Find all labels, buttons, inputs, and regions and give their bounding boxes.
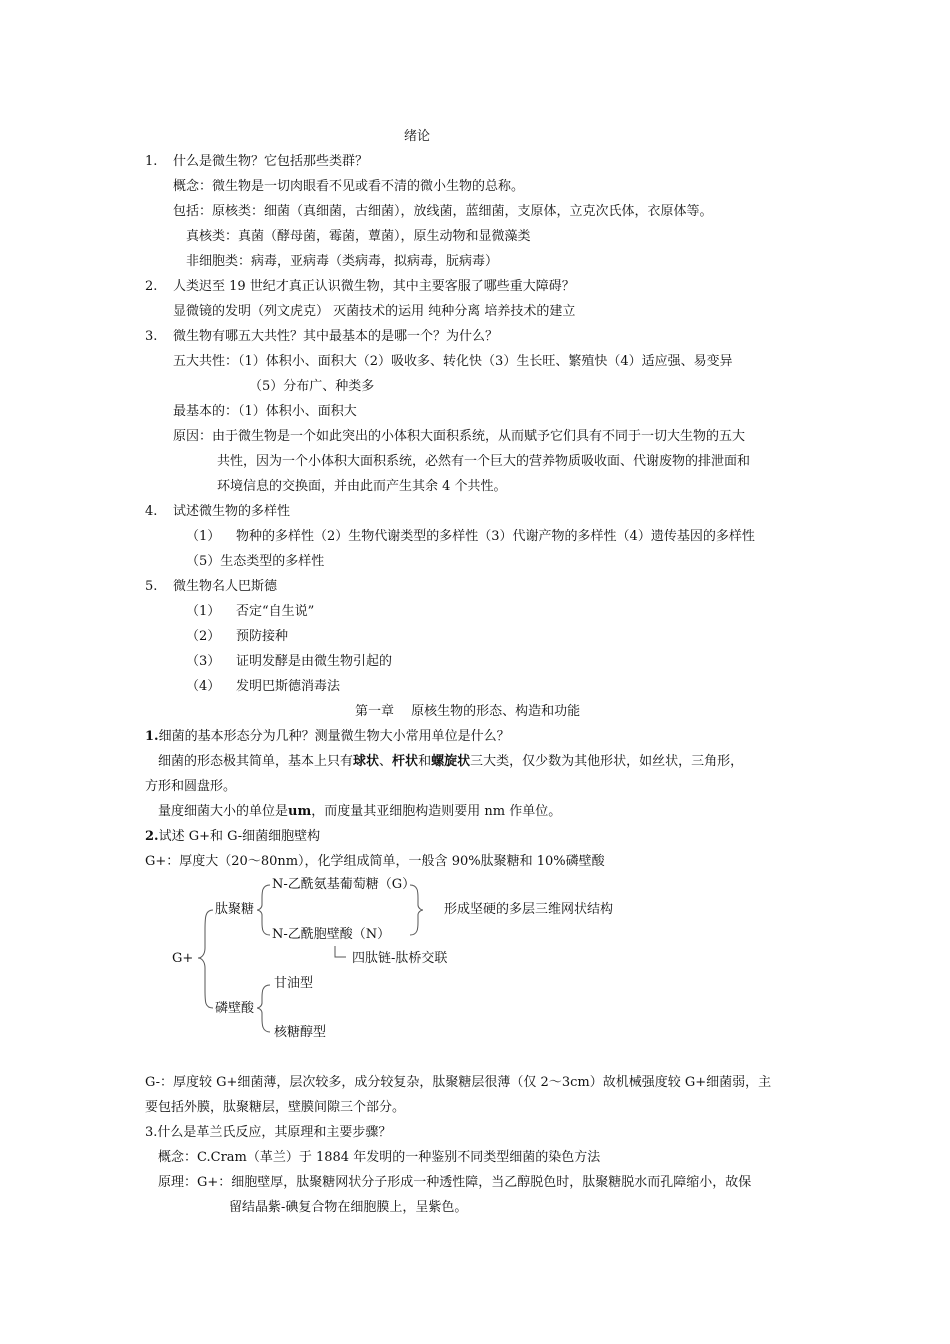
list-number: （1） xyxy=(186,529,221,544)
question-text: 试述 G+和 G-细菌细胞壁构 xyxy=(158,829,321,844)
diagram-node: N-乙酰胞壁酸（N） xyxy=(272,927,391,942)
shape-term: 球状 xyxy=(353,754,380,769)
root-brace xyxy=(198,910,213,1008)
list-item: 预防接种 xyxy=(236,629,289,644)
question-title: 3.什么是革兰氏反应，其原理和主要步骤？ xyxy=(145,1125,392,1140)
question-number: 3. xyxy=(145,329,158,344)
question-number: 2. xyxy=(145,279,158,294)
diagram-node: 肽聚糖 xyxy=(215,902,255,917)
question-number: 1. xyxy=(145,154,158,169)
answer-line: 环境信息的交换面，并由此而产生其余 4 个共性。 xyxy=(217,479,507,494)
answer-line: 概念：C.Cram（革兰）于 1884 年发明的一种鉴别不同类型细菌的染色方法 xyxy=(158,1150,601,1165)
question-text: 人类迟至 19 世纪才真正认识微生物，其中主要客服了哪些重大障碍？ xyxy=(173,279,575,294)
diagram-node: 形成坚硬的多层三维网状结构 xyxy=(444,902,614,917)
text-run: 量度细菌大小的单位是 xyxy=(158,804,289,819)
diagram-node: 甘油型 xyxy=(274,976,314,991)
answer-line: G+：厚度大（20～80nm），化学组成简单，一般含 90%肽聚糖和 10%磷壁酸 xyxy=(145,854,605,869)
question-number: 5. xyxy=(145,579,158,594)
list-item: 否定“自生说” xyxy=(236,604,315,619)
answer-line: 五大共性：（1）体积小、面积大（2）吸收多、转化快（3）生长旺、繁殖快（4）适应强、易变异 xyxy=(173,354,733,369)
unit-term: um xyxy=(288,804,312,819)
diagram-root: G+ xyxy=(172,951,194,966)
answer-line: 要包括外膜，肽聚糖层，壁膜间隙三个部分。 xyxy=(145,1100,406,1115)
question-text: 什么是微生物？它包括那些类群？ xyxy=(173,154,369,169)
text-run: 和 xyxy=(418,754,432,769)
answer-line: 原理：G+：细胞壁厚，肽聚糖网状分子形成一种透性障，当乙醇脱色时，肽聚糖脱水而孔障缩小，故保 xyxy=(158,1175,752,1190)
question-text: 微生物有哪五大共性？其中最基本的是哪一个？为什么？ xyxy=(173,329,499,344)
diagram-node: N-乙酰氨基葡萄糖（G） xyxy=(272,877,416,892)
answer-line: （5）生态类型的多样性 xyxy=(186,554,325,569)
text-run: 三大类，仅少数为其他形状，如丝状，三角形， xyxy=(470,754,744,769)
peptidoglycan-brace xyxy=(257,885,270,935)
list-number: （1） xyxy=(186,604,221,619)
text-run: 细菌的形态极其简单，基本上只有 xyxy=(158,754,354,769)
answer-line: 显微镜的发明（列文虎克） 灭菌技术的运用 纯种分离 培养技术的建立 xyxy=(173,304,576,319)
diagram-node: 核糖醇型 xyxy=(274,1025,327,1040)
answer-line: 物种的多样性（2）生物代谢类型的多样性（3）代谢产物的多样性（4）遗传基因的多样性 xyxy=(236,529,755,544)
list-number: （4） xyxy=(186,679,221,694)
page-title: 绪论 xyxy=(404,129,431,144)
question-number: 2. xyxy=(145,829,159,844)
question-number: 1. xyxy=(145,729,159,744)
question-text: 试述微生物的多样性 xyxy=(173,504,291,519)
text-run: 、 xyxy=(379,754,393,769)
list-item: 证明发酵是由微生物引起的 xyxy=(236,654,393,669)
teichoic-brace xyxy=(257,985,270,1032)
shape-term: 杆状 xyxy=(392,754,419,769)
shape-term: 螺旋状 xyxy=(431,754,471,769)
answer-line: 留结晶紫-碘复合物在细胞膜上，呈紫色。 xyxy=(229,1200,468,1215)
list-number: （2） xyxy=(186,629,221,644)
list-number: （3） xyxy=(186,654,221,669)
question-text: 微生物名人巴斯德 xyxy=(173,579,278,594)
crosslink-connector xyxy=(335,946,346,957)
answer-line: 共性，因为一个小体积大面积系统，必然有一个巨大的营养物质吸收面、代谢废物的排泄面和 xyxy=(217,454,751,469)
answer-line: 包括：原核类：细菌（真细菌，古细菌），放线菌，蓝细菌，支原体，立克次氏体，衣原体等。 xyxy=(173,204,713,219)
answer-line: G-：厚度较 G+细菌薄，层次较多，成分较复杂，肽聚糖层很薄（仅 2～3cm）故机械强度较 G+细菌弱，主 xyxy=(145,1075,772,1090)
diagram-node: 四肽链-肽桥交联 xyxy=(352,951,448,966)
question-text: 细菌的基本形态分为几种？测量微生物大小常用单位是什么？ xyxy=(158,729,510,744)
chapter-heading: 第一章 原核生物的形态、构造和功能 xyxy=(355,704,581,719)
answer-line: 原因：由于微生物是一个如此突出的小体积大面积系统，从而赋予它们具有不同于一切大生物的五大 xyxy=(173,429,746,444)
answer-line: 真核类：真菌（酵母菌，霉菌，蕈菌），原生动物和显微藻类 xyxy=(186,229,531,244)
diagram-node: 磷壁酸 xyxy=(215,1001,255,1016)
question-number: 4. xyxy=(145,504,158,519)
text-run: ，而度量其亚细胞构造则要用 nm 作单位。 xyxy=(311,804,562,819)
answer-line: 方形和圆盘形。 xyxy=(145,779,237,794)
list-item: 发明巴斯德消毒法 xyxy=(236,679,341,694)
answer-line: （5）分布广、种类多 xyxy=(249,379,375,394)
answer-line: 最基本的：（1）体积小、面积大 xyxy=(173,404,357,419)
answer-line: 非细胞类：病毒，亚病毒（类病毒，拟病毒，朊病毒） xyxy=(186,254,499,269)
answer-line: 概念：微生物是一切肉眼看不见或看不清的微小生物的总称。 xyxy=(173,179,525,194)
